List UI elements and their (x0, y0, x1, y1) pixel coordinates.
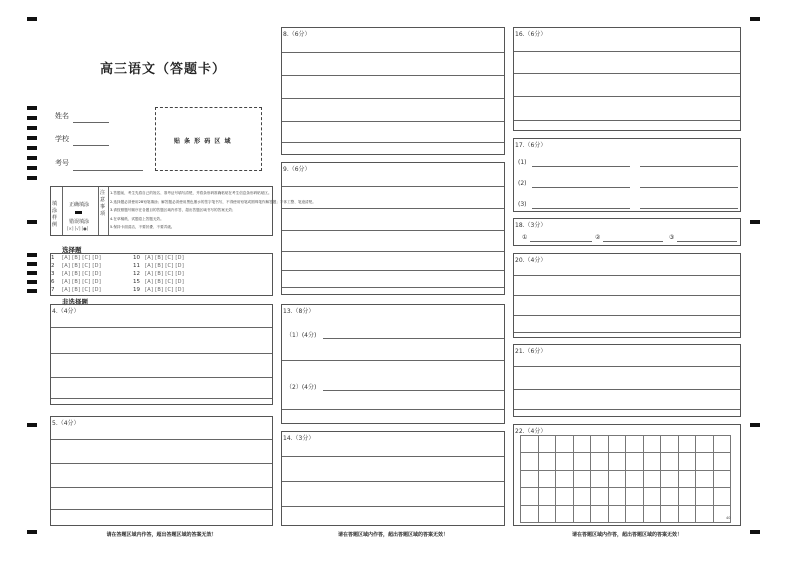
grid-cell[interactable] (695, 470, 714, 488)
grid-cell[interactable] (625, 505, 644, 523)
grid-cell[interactable] (660, 487, 679, 505)
grid-cell[interactable] (573, 487, 592, 505)
answer-options[interactable]: [A] [B] [C] [D] (145, 255, 185, 261)
answer-box-q22[interactable] (513, 424, 741, 526)
side-mark (750, 423, 760, 427)
timing-mark (27, 166, 37, 170)
grid-cell[interactable] (590, 487, 609, 505)
question-number: 3 (51, 271, 55, 277)
notice-item: 2.选择题必须使用2B铅笔填涂；解答题必须使用黑色墨水的签字笔书写，不得使用铅笔或圆珠笔作解答题；字体工整、笔迹清楚。 (110, 199, 316, 204)
grid-cell[interactable] (555, 505, 574, 523)
blank-label: ③ (669, 234, 675, 241)
grid-cell[interactable] (590, 505, 609, 523)
answer-box-q18[interactable] (513, 218, 741, 246)
grid-cell[interactable] (643, 452, 662, 470)
answer-options[interactable]: [A] [B] [C] [D] (145, 263, 185, 269)
timing-mark (27, 262, 37, 266)
blank-label: ② (595, 234, 601, 241)
question-number: 7 (51, 287, 55, 293)
answer-box-q17[interactable] (513, 138, 741, 212)
answer-options[interactable]: [A] [B] [C] [D] (145, 287, 185, 293)
timing-mark (27, 176, 37, 180)
page-title: 高三语文（答题卡） (100, 62, 227, 77)
fill-example-box (50, 186, 316, 236)
grid-cell[interactable] (678, 452, 697, 470)
grid-cell[interactable] (520, 487, 539, 505)
grid-cell[interactable] (555, 435, 574, 453)
footer-note: 请在答题区域内作答，超出答题区域的答案无效！ (106, 532, 217, 538)
timing-mark (27, 136, 37, 140)
answer-box-q9[interactable] (281, 162, 505, 295)
sub-question-label: (2) (518, 180, 527, 187)
grid-cell[interactable] (625, 435, 644, 453)
choice-box (50, 253, 273, 296)
grid-cell[interactable] (695, 452, 714, 470)
question-label: 21.（6分） (515, 348, 547, 355)
grid-cell[interactable] (695, 435, 714, 453)
footer-note: 请在答题区域内作答，超出答题区域的答案无效！ (337, 532, 448, 538)
question-label: 9.（6分） (283, 166, 311, 173)
grid-cell[interactable] (625, 487, 644, 505)
grid-cell[interactable] (713, 452, 732, 470)
question-number: 10 (133, 255, 140, 261)
fill-example-label: 填涂样例 (52, 201, 58, 228)
sub-question-label: （2）(4分) (286, 384, 317, 391)
question-label: 16.（6分） (515, 31, 547, 38)
corner-mark-bottom-right (750, 530, 760, 534)
timing-mark (27, 146, 37, 150)
grid-cell[interactable] (573, 452, 592, 470)
correct-fill-mark (75, 211, 82, 214)
grid-cell[interactable] (643, 487, 662, 505)
question-label: 20.（4分） (515, 257, 547, 264)
footer-note: 请在答题区域内作答，超出答题区域的答案无效！ (571, 532, 682, 538)
grid-cell[interactable] (608, 435, 627, 453)
nonchoice-section-label: 非选择题 (62, 298, 88, 306)
grid-cell[interactable] (590, 470, 609, 488)
grid-cell[interactable] (608, 505, 627, 523)
answer-options[interactable]: [A] [B] [C] [D] (62, 279, 102, 285)
question-number: 6 (51, 279, 55, 285)
question-label: 4.（4分） (52, 308, 80, 315)
side-mark (27, 220, 37, 224)
notice-label: 注意事项 (100, 190, 106, 217)
grid-cell[interactable] (590, 452, 609, 470)
grid-cell[interactable] (590, 435, 609, 453)
question-number: 15 (133, 279, 140, 285)
question-label: 8.（6分） (283, 31, 311, 38)
timing-mark (27, 106, 37, 110)
question-number: 1 (51, 255, 55, 261)
grid-cell[interactable] (573, 505, 592, 523)
answer-options[interactable]: [A] [B] [C] [D] (62, 255, 102, 261)
grid-cell[interactable] (520, 435, 539, 453)
grid-cell[interactable] (713, 505, 732, 523)
timing-mark (27, 126, 37, 130)
wrong-fill-example: [×] [√] [●] (67, 226, 89, 231)
answer-box-q14[interactable] (281, 431, 505, 526)
grid-cell[interactable] (643, 505, 662, 523)
grid-cell[interactable] (695, 487, 714, 505)
corner-mark-top-left (27, 17, 37, 21)
question-label: 13.（8分） (283, 308, 315, 315)
grid-cell[interactable] (538, 452, 557, 470)
grid-cell[interactable] (625, 452, 644, 470)
name-label: 姓名 (55, 112, 69, 120)
grid-cell[interactable] (573, 435, 592, 453)
school-label: 学校 (55, 135, 69, 143)
question-label: 18.（3分） (515, 222, 547, 229)
grid-cell[interactable] (678, 487, 697, 505)
name-field[interactable] (73, 122, 109, 123)
exam-id-field[interactable] (73, 170, 143, 171)
answer-box-q8[interactable] (281, 27, 505, 155)
grid-cell[interactable] (713, 470, 732, 488)
grid-cell[interactable] (643, 435, 662, 453)
question-number: 19 (133, 287, 140, 293)
wrong-fill-label: 错误填涂 (69, 219, 90, 225)
answer-box-q20[interactable] (513, 253, 741, 338)
answer-box-q4[interactable] (50, 304, 273, 405)
grid-cell[interactable] (520, 470, 539, 488)
corner-mark-bottom-left (27, 530, 37, 534)
side-mark (750, 220, 760, 224)
correct-fill-label: 正确填涂 (69, 202, 90, 208)
grid-cell[interactable] (695, 505, 714, 523)
grid-cell[interactable] (643, 470, 662, 488)
timing-mark (27, 280, 37, 284)
grid-cell[interactable] (713, 435, 732, 453)
grid-cell[interactable] (520, 452, 539, 470)
notice-item: 1.答题前，考生先将自己的姓名、准考证号填写清楚，并将条形码准确粘贴在考生信息条形码粘贴区。 (110, 191, 272, 195)
notice-item: 3.请按照题号顺序在各题目的答题区域内作答，超出答题区域书写的答案无效； (110, 208, 236, 213)
question-number: 12 (133, 271, 140, 277)
grid-cell[interactable] (538, 470, 557, 488)
grid-cell[interactable] (713, 487, 732, 505)
answer-options[interactable]: [A] [B] [C] [D] (62, 287, 102, 293)
answer-box-q16[interactable] (513, 27, 741, 131)
notice-item: 4.在草稿纸、试题卷上答题无效。 (110, 216, 164, 221)
grid-cell[interactable] (660, 470, 679, 488)
grid-cell[interactable] (678, 505, 697, 523)
answer-options[interactable]: [A] [B] [C] [D] (62, 263, 102, 269)
timing-mark (27, 156, 37, 160)
school-field[interactable] (73, 145, 109, 146)
answer-options[interactable]: [A] [B] [C] [D] (145, 279, 185, 285)
grid-cell[interactable] (538, 487, 557, 505)
corner-mark-top-right (750, 17, 760, 21)
question-label: 17.（6分） (515, 142, 547, 149)
notice-item: 5.保持卡面清洁，不要折叠、不要弄破。 (110, 225, 175, 230)
barcode-area (155, 107, 262, 171)
answer-options[interactable]: [A] [B] [C] [D] (62, 271, 102, 277)
grid-cell[interactable] (555, 452, 574, 470)
side-mark (27, 423, 37, 427)
grid-cell[interactable] (660, 452, 679, 470)
grid-cell[interactable] (660, 505, 679, 523)
answer-box-q21[interactable] (513, 344, 741, 417)
question-number: 11 (133, 263, 140, 269)
grid-cell[interactable] (538, 505, 557, 523)
question-number: 2 (51, 263, 55, 269)
timing-mark (27, 253, 37, 257)
grid-cell[interactable] (678, 470, 697, 488)
grid-cell[interactable] (538, 435, 557, 453)
sub-question-label: （1）(4分) (286, 332, 317, 339)
timing-mark (27, 289, 37, 293)
grid-cell[interactable] (608, 470, 627, 488)
answer-box-q13[interactable] (281, 304, 505, 424)
grid-cell[interactable] (678, 435, 697, 453)
barcode-label: 贴 条 形 码 区 域 (174, 138, 232, 145)
sub-question-label: (1) (518, 159, 527, 166)
grid-cell[interactable] (608, 487, 627, 505)
grid-count: 40 (726, 516, 731, 520)
blank-label: ① (522, 234, 528, 241)
question-label: 22.（4分） (515, 428, 547, 435)
character-grid[interactable] (520, 435, 730, 522)
grid-cell[interactable] (660, 435, 679, 453)
grid-cell[interactable] (520, 505, 539, 523)
grid-cell[interactable] (555, 487, 574, 505)
timing-mark (27, 271, 37, 275)
grid-cell[interactable] (573, 470, 592, 488)
timing-mark (27, 116, 37, 120)
grid-cell[interactable] (608, 452, 627, 470)
question-label: 14.（3分） (283, 435, 315, 442)
answer-options[interactable]: [A] [B] [C] [D] (145, 271, 185, 277)
exam-id-label: 考号 (55, 159, 69, 167)
answer-box-q5[interactable] (50, 416, 273, 526)
notice-list (110, 189, 316, 235)
sub-question-label: (3) (518, 201, 527, 208)
question-label: 5.（4分） (52, 420, 80, 427)
choice-section-label: 选择题 (62, 246, 82, 254)
grid-cell[interactable] (555, 470, 574, 488)
grid-cell[interactable] (625, 470, 644, 488)
